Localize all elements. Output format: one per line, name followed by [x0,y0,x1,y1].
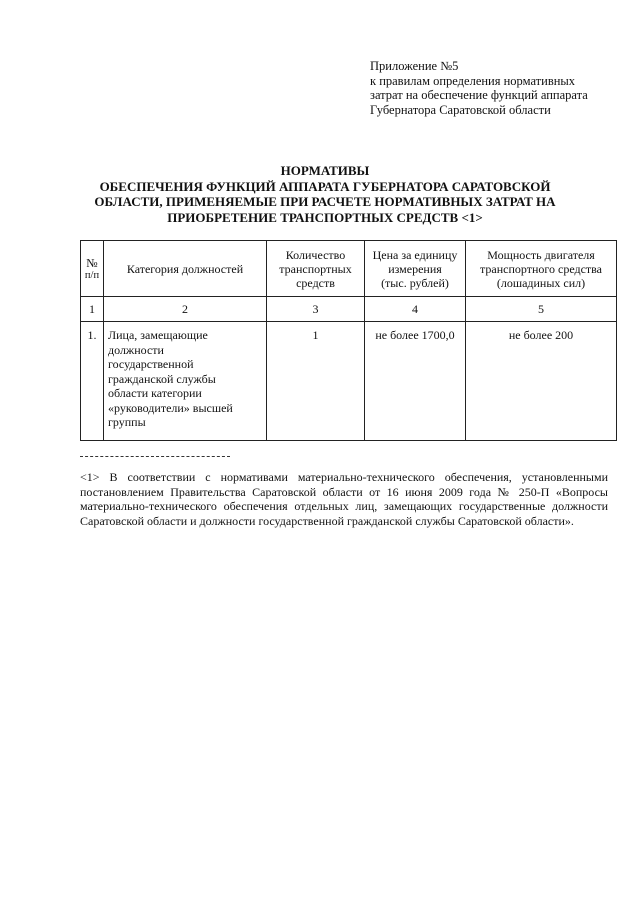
column-number: 1 [81,297,104,322]
header-power-line: (лошадиных сил) [496,275,586,290]
header-price [365,241,466,297]
title-line: ОБЛАСТИ, ПРИМЕНЯЕМЫЕ ПРИ РАСЧЕТЕ НОРМАТИВНЫХ ЗАТРАТ НА [94,194,556,209]
header-power-line: транспортного средства [479,261,603,276]
column-number: 3 [267,297,365,322]
header-power [466,241,617,297]
header-price-line: Цена за единицу [372,247,458,262]
header-category-text: Категория должностей [126,261,244,276]
header-quantity-line: транспортных [279,261,352,276]
row-category-line: гражданской службы [108,371,216,386]
header-num [81,241,104,297]
title-line: ОБЕСПЕЧЕНИЯ ФУНКЦИЙ АППАРАТА ГУБЕРНАТОРА САРАТОВСКОЙ [99,178,551,194]
header-num-line: п/п [84,269,100,281]
header-price-line: измерения [388,261,442,276]
header-power-line: Мощность двигателя [487,247,595,262]
row-category-line: группы [108,415,146,429]
row-quantity: 1 [267,322,365,441]
column-number: 4 [365,297,466,322]
appendix-line: к правилам определения нормативных [370,73,576,88]
title-line: НОРМАТИВЫ [280,163,370,178]
footnote: <1> В соответствии с нормативами материально-технического обеспечения, установленными постановлением Правительства Саратовской области от 16 июня 2009 года № 250-П «Вопросы материально-технического обеспечения отдельных лиц, замещающих государственные должности Саратовской области и должности государственной гражданской службы Саратовской области». [80,470,608,528]
row-category-line: области категории [108,386,202,400]
row-num: 1. [81,322,104,441]
header-quantity-line: Количество [285,247,346,262]
row-category-line: государственной [108,357,194,371]
row-power: не более 200 [466,322,617,441]
footnote-separator [80,456,230,457]
appendix-line: затрат на обеспечение функций аппарата [370,88,588,102]
header-quantity-line: средств [296,275,335,290]
header-quantity [267,241,365,297]
row-category-line: должности [108,342,164,357]
table-row [81,322,617,441]
column-number-row [81,297,617,322]
header-price-line: (тыс. рублей) [381,275,449,290]
header-category [104,241,267,297]
appendix-line: Приложение №5 [370,59,459,73]
row-category-line: «руководители» высшей [108,400,233,415]
header-num-line: № [86,255,98,270]
column-number: 5 [466,297,617,322]
appendix-header [370,59,620,117]
norms-table [80,240,617,441]
column-number: 2 [104,297,267,322]
row-category-line: Лица, замещающие [108,328,208,342]
document-title [80,163,570,225]
row-category [104,322,267,441]
table-header-row [81,241,617,297]
appendix-line: Губернатора Саратовской области [370,102,551,117]
row-price: не более 1700,0 [365,322,466,441]
title-line: ПРИОБРЕТЕНИЕ ТРАНСПОРТНЫХ СРЕДСТВ <1> [167,209,483,225]
